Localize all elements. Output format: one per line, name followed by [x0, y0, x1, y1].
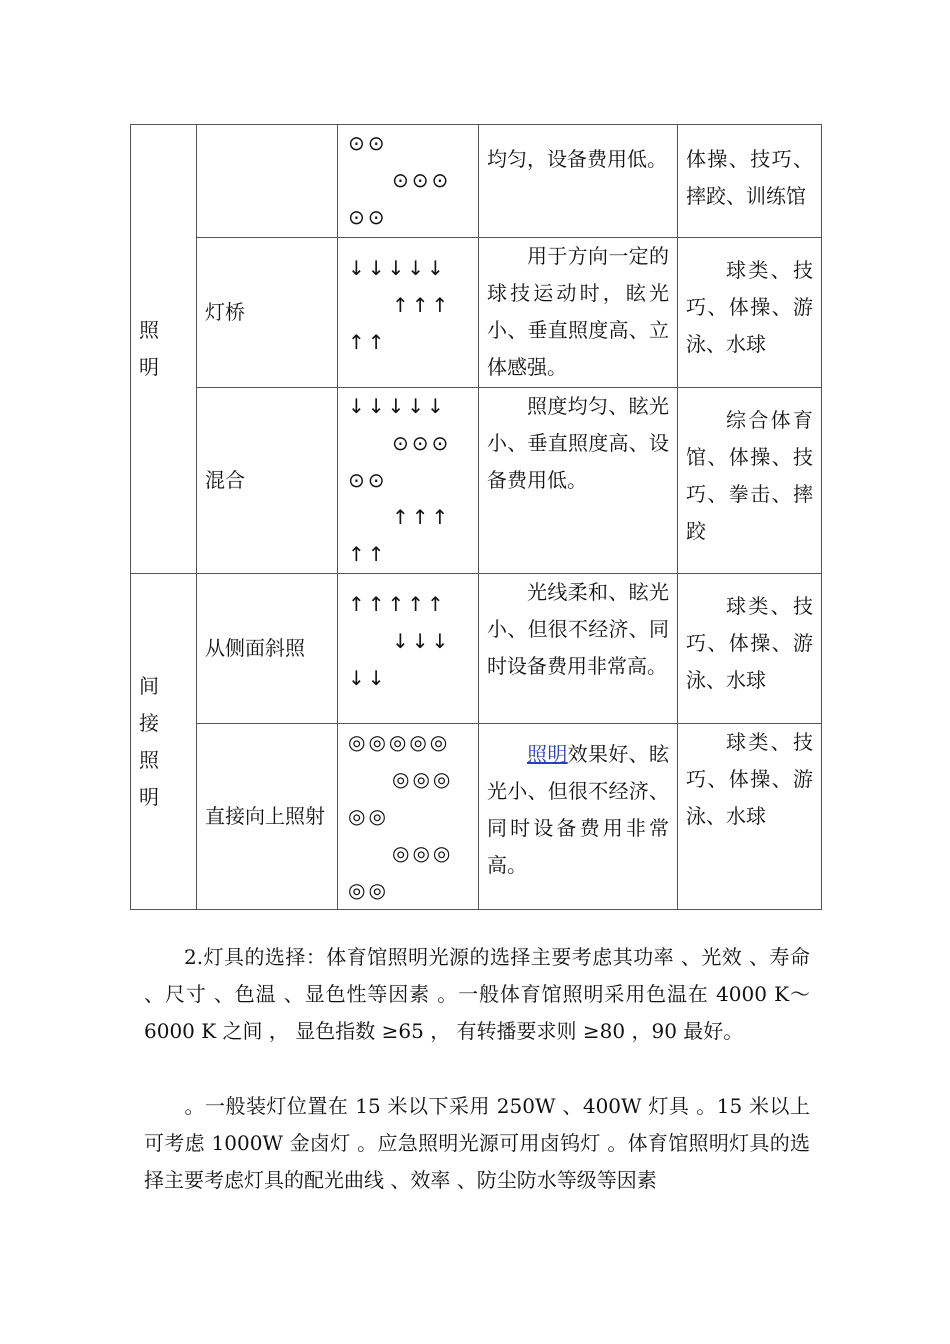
symbol-line: ↑↑↑	[392, 505, 452, 529]
symbol-line: ↑↑↑↑↑	[348, 592, 447, 616]
symbol-line: ◎◎	[348, 878, 389, 902]
symbol-line: ↓↓↓↓↓	[348, 394, 447, 418]
features-cell	[479, 574, 678, 724]
features-text: 照度均匀、眩光小、垂直照度高、设备费用低。	[487, 394, 669, 492]
features-text	[487, 736, 669, 884]
symbol-line: ⊙⊙	[348, 131, 388, 155]
usage-text: 球类、技巧、体操、游泳、水球	[686, 730, 813, 828]
usage-text: 体操、技巧、摔跤、训练馆	[686, 147, 813, 208]
method-label: 从侧面斜照	[205, 636, 305, 660]
method-label: 混合	[205, 468, 245, 492]
method-label: 灯桥	[205, 300, 245, 324]
symbol-line: ◎◎◎◎◎	[348, 730, 451, 754]
symbol-line: ◎◎	[348, 804, 389, 828]
features-text: 均匀，设备费用低。	[487, 147, 667, 171]
features-text: 用于方向一定的球技运动时，眩光小、垂直照度高、立体感强。	[487, 244, 669, 379]
paragraph-lamp-selection	[144, 939, 810, 1050]
symbol-line: ↓↓↓	[392, 629, 452, 653]
symbol-line: ⊙⊙⊙	[392, 431, 452, 455]
usage-cell	[678, 574, 822, 724]
usage-text: 球类、技巧、体操、游泳、水球	[686, 594, 813, 692]
symbol-line: ↓↓	[348, 666, 388, 690]
features-rest: 效果好、眩光小、但很不经济、同时设备费用非常高。	[487, 742, 670, 877]
symbol-line: ◎◎◎	[392, 841, 454, 865]
table-row	[131, 388, 822, 574]
features-cell	[479, 724, 678, 910]
category-label: 间接照明	[139, 673, 159, 809]
features-cell	[479, 125, 678, 238]
symbol-line: ↑↑	[348, 542, 388, 566]
features-text: 光线柔和、眩光小、但很不经济、同时设备费用非常高。	[487, 580, 669, 678]
paragraph-text: 2.灯具的选择：体育馆照明光源的选择主要考虑其功率 、光效 、寿命 、尺寸 、色温 、显色性等因素 。一般体育馆照明采用色温在 4000 K～6000 K 之间 ， 显色指数 ≥65 ， 有转播要求则 ≥80 ，90 最好。	[144, 945, 810, 1043]
symbol-cell	[338, 388, 479, 574]
usage-cell	[678, 238, 822, 388]
table-row	[131, 574, 822, 724]
symbol-line: ⊙⊙	[348, 205, 388, 229]
paragraph-text: 。一般装灯位置在 15 米以下采用 250W 、400W 灯具 。15 米以上可考虑 1000W 金卤灯 。应急照明光源可用卤钨灯 。体育馆照明灯具的选择主要考虑灯具的配光曲线 、效率 、防尘防水等级等因素	[144, 1094, 810, 1192]
symbol-line: ◎◎◎	[392, 767, 454, 791]
method-cell	[197, 388, 338, 574]
table-row	[131, 238, 822, 388]
symbol-cell	[338, 238, 479, 388]
usage-cell	[678, 724, 822, 910]
symbol-line: ↑↑↑	[392, 293, 452, 317]
symbol-cell	[338, 125, 479, 238]
lighting-link[interactable]: 照明	[527, 742, 568, 766]
lighting-table	[130, 124, 822, 910]
usage-cell	[678, 125, 822, 238]
method-cell	[197, 125, 338, 238]
category-cell	[131, 125, 197, 574]
category-label: 照明	[139, 318, 159, 379]
category-cell	[131, 574, 197, 910]
method-cell	[197, 724, 338, 910]
paragraph-lamp-power	[144, 1088, 810, 1199]
method-cell	[197, 574, 338, 724]
method-cell	[197, 238, 338, 388]
usage-text: 综合体育馆、体操、技巧、拳击、摔跤	[686, 408, 813, 543]
features-cell	[479, 388, 678, 574]
usage-text: 球类、技巧、体操、游泳、水球	[686, 258, 813, 356]
method-label: 直接向上照射	[205, 804, 325, 828]
table-row	[131, 724, 822, 910]
symbol-cell	[338, 574, 479, 724]
symbol-line: ⊙⊙	[348, 468, 388, 492]
table-row	[131, 125, 822, 238]
symbol-line: ↑↑	[348, 330, 388, 354]
features-cell	[479, 238, 678, 388]
symbol-line: ↓↓↓↓↓	[348, 256, 447, 280]
symbol-cell	[338, 724, 479, 910]
usage-cell	[678, 388, 822, 574]
symbol-line: ⊙⊙⊙	[392, 168, 452, 192]
